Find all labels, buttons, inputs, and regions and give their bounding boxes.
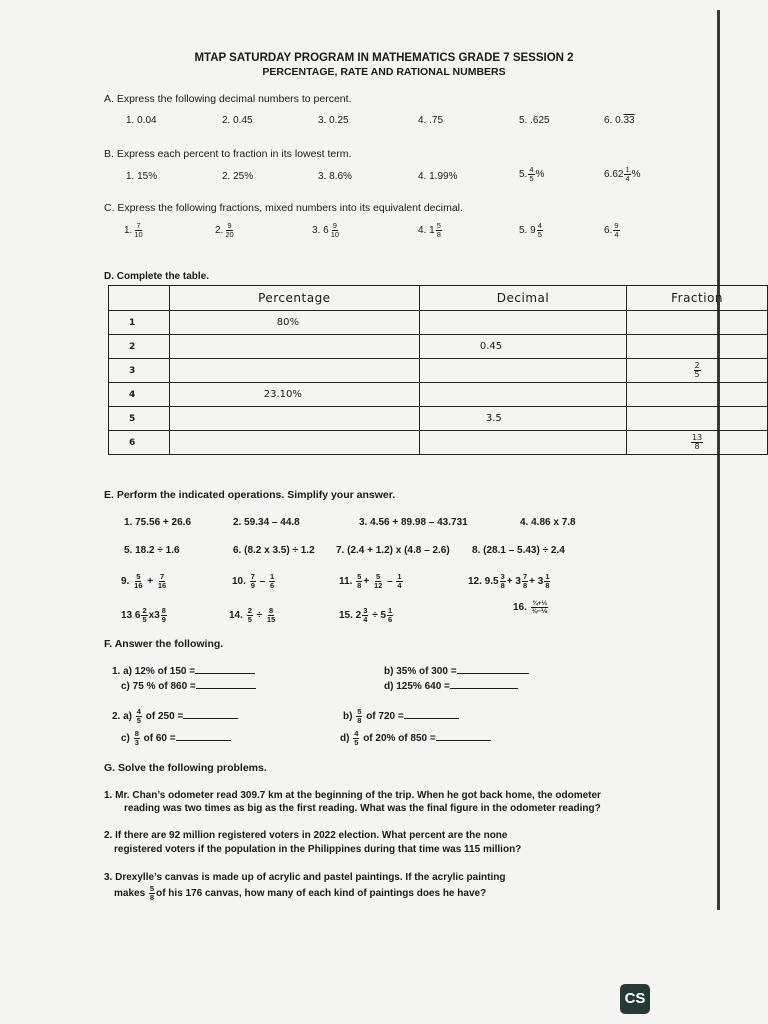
complex-fraction [531,600,549,615]
numerator: 5 [357,707,362,716]
fraction [356,573,362,590]
denominator: 5 [142,615,147,624]
denominator: 6 [388,615,393,624]
numerator: 5 [149,884,155,893]
label: 9. [121,576,130,588]
fraction-cell [627,311,768,335]
b-item-5-prefix: 5. [519,169,528,181]
operator: + [147,576,154,588]
numerator: 8 [161,606,166,615]
decimal-cell: 0.45 [419,335,626,359]
numerator: 4 [529,165,534,174]
whole: 3 [154,610,160,622]
row-number: 3 [109,359,170,383]
numerator: 7 [250,572,255,581]
numerator: 2 [694,361,700,370]
b-item-5 [519,166,544,183]
answer-blank[interactable] [404,718,459,719]
decimal-cell [419,383,626,407]
denominator: 8 [357,581,362,590]
fraction [353,730,359,747]
numerator: 7 [136,221,141,230]
section-d-heading: D. Complete the table. [104,271,210,282]
percentage-cell [169,431,419,455]
denominator: 15 [266,615,276,624]
b-item-6-prefix: 6.62 [604,169,624,181]
numerator: 1 [545,572,550,581]
table-row [109,335,768,359]
section-a-heading: A. Express the following decimal numbers to percent. [104,93,352,105]
fraction [544,573,550,590]
numerator: 5 [376,572,381,581]
decimal-cell [419,311,626,335]
fraction [136,708,142,725]
whole: 5 [493,576,499,588]
worksheet-subtitle: PERCENTAGE, RATE AND RATIONAL NUMBERS [262,66,506,78]
f-item-1c [121,681,256,692]
numerator: 5 [357,572,362,581]
denominator: 5 [529,174,534,183]
label: 12. 9. [468,576,494,588]
section-e-heading: E. Perform the indicated operations. Simplify your answer. [104,489,396,501]
c-item-prefix: 5. 9 [519,225,536,237]
fraction [500,573,506,590]
numerator: 7 [522,572,528,581]
row-number: 6 [109,431,170,455]
denominator: 8 [694,442,700,451]
worksheet-title: MTAP SATURDAY PROGRAM IN MATHEMATICS GRADE 7 SESSION 2 [194,52,574,64]
denominator: 8 [357,716,362,725]
a-item-5: 5. .625 [519,115,550,126]
fraction [149,885,155,902]
row-number: 1 [109,311,170,335]
c-item-fraction [436,222,442,239]
g-problem-3-line-1: 3. Drexylle’s canvas is made up of acrylic and pastel paintings. If the acrylic painting [104,872,506,883]
numerator: 4 [537,221,542,230]
section-g-heading: G. Solve the following problems. [104,762,267,774]
numerator: 8 [269,606,274,615]
c-item-2 [215,222,236,239]
c-item-fraction [613,222,619,239]
question: of 20% of 850 = [363,733,436,745]
f-item-2a [112,708,238,725]
denominator: 9 [161,615,166,624]
answer-blank[interactable] [183,718,238,719]
denominator: 4 [625,174,630,183]
numerator: 1 [625,165,630,174]
b-item-4: 4. 1.99% [418,171,458,182]
numerator: 1 [388,606,393,615]
cell-fraction [694,362,701,379]
e-item-12 [468,573,551,590]
e-item-13 [121,607,168,624]
denominator: 4 [614,230,619,239]
c-item-prefix: 1. [124,225,133,237]
g-problem-2-line-2: registered voters if the population in the Philippines during that time was 115 million? [114,844,522,855]
answer-blank[interactable] [450,688,518,689]
operator: + [529,576,535,588]
question: of 720 = [366,711,404,723]
decimal-cell [419,359,626,383]
label: c) [121,733,130,745]
row-number: 4 [109,383,170,407]
b-item-6-fraction [624,166,630,183]
denominator: 3 [134,738,139,747]
denominator: 20 [225,230,234,239]
question: 1. a) 12% of 150 = [112,666,196,677]
numerator: 2 [247,606,252,615]
question: of 60 = [143,733,176,745]
operator: + [506,576,513,588]
denominator: 9 [250,581,255,590]
whole: 3 [537,576,544,588]
denominator: 5 [354,738,359,747]
label: 10. [232,576,246,588]
g-problem-3-line-2 [114,885,486,902]
c-item-fraction [330,222,340,239]
fraction [157,573,167,590]
e-item-7: 7. (2.4 + 1.2) x (4.8 – 2.6) [336,545,450,556]
numerator: 9 [614,221,619,230]
header-percentage: Percentage [169,286,419,311]
denominator: 16 [134,581,143,590]
denominator: 10 [134,230,143,239]
c-item-prefix: 6. [604,225,613,237]
b-item-3: 3. 8.6% [318,171,352,182]
label: 2. a) [112,711,133,723]
c-item-prefix: 3. 6 [312,225,329,237]
c-item-prefix: 4. 1 [418,225,435,237]
b-item-5-suffix: % [535,169,545,181]
g-problem-1-line-1: 1. Mr. Chan’s odometer read 309.7 km at the beginning of the trip. When he got back home, the odometer [104,790,601,801]
denominator: 5 [537,230,542,239]
f-item-1b [384,666,529,677]
operator: – [259,576,266,588]
denominator: 6 [269,581,275,590]
numerator: 4 [354,729,359,738]
fraction [266,607,276,624]
operator: ÷ [256,610,263,622]
b-item-5-fraction [528,166,534,183]
header-fraction: Fraction [627,286,768,311]
answer-blank[interactable] [457,673,529,674]
fraction-cell [627,431,768,455]
c-item-1 [124,222,145,239]
a-item-4: 4. .75 [418,115,444,126]
denominator: 10 [330,230,340,239]
numerator: ¾+⅓ [532,600,547,607]
question: of 250 = [145,711,184,723]
answer-blank[interactable] [436,740,491,741]
e-item-14 [229,607,277,624]
a-item-2: 2. 0.45 [222,115,253,126]
row-number: 5 [109,407,170,431]
fraction [269,573,275,590]
operator: + [363,576,370,588]
fraction-cell [627,407,768,431]
c-item-fraction [224,222,234,239]
fraction [250,573,256,590]
fraction [356,708,362,725]
denominator: 4 [363,615,368,624]
camscanner-logo: CS [620,984,650,1014]
table-header-row [109,286,768,311]
table-row [109,407,768,431]
e-item-3: 3. 4.56 + 89.98 – 43.731 [359,517,468,528]
question: d) 125% 640 = [384,681,450,692]
denominator: 8 [522,581,528,590]
table-row [109,359,768,383]
c-item-6 [604,222,621,239]
numerator: 8 [134,729,139,738]
label: d) [340,733,350,745]
header-no-cell [109,286,170,311]
c-item-fraction [133,222,143,239]
numerator: 3 [363,606,368,615]
decimal-cell: 3.5 [419,407,626,431]
fraction [161,607,167,624]
table-row [109,431,768,455]
b-item-6 [604,166,641,183]
answer-blank[interactable] [195,673,255,674]
fraction [133,573,143,590]
fraction [362,607,368,624]
numerator: 2 [142,606,147,615]
table-row [109,383,768,407]
question: c) 75 % of 860 = [121,681,196,692]
row-number: 2 [109,335,170,359]
denominator: 4 [397,581,402,590]
percentage-cell [169,359,419,383]
percentage-cell: 23.10% [169,383,419,407]
e-item-2: 2. 59.34 – 44.8 [233,517,300,528]
denominator: 5 [136,716,141,725]
whole: 3 [515,576,521,588]
numerator: 4 [136,707,141,716]
section-b-heading: B. Express each percent to fraction in its lowest term. [104,148,352,160]
label: 11. [339,576,353,588]
section-c-heading: C. Express the following fractions, mixed numbers into its equivalent decimal. [104,202,463,214]
label: 13 6 [121,610,141,622]
label: 16. [513,602,527,614]
a-item-6-prefix: 6. 0. [604,115,624,126]
e-item-6: 6. (8.2 x 3.5) ÷ 1.2 [233,545,315,556]
numerator: 9 [332,221,337,230]
denominator: 8 [436,230,441,239]
label: 14. [229,610,243,622]
denominator: 5 [247,615,252,624]
section-f-heading: F. Answer the following. [104,638,224,650]
fraction [522,573,528,590]
c-item-3 [312,222,341,239]
answer-blank[interactable] [196,688,256,689]
denominator: 12 [373,581,383,590]
fraction [134,730,140,747]
f-item-2c [121,730,231,747]
g-problem-1-line-2: reading was two times as big as the first reading. What was the final figure in the odometer reading? [124,803,601,814]
fraction-cell [627,335,768,359]
label: b) [343,711,353,723]
text: makes [114,888,146,900]
e-item-10 [232,573,276,590]
header-decimal: Decimal [419,286,626,311]
e-item-9 [121,573,168,590]
f-item-2d [340,730,491,747]
g-problem-2-line-1: 2. If there are 92 million registered voters in 2022 election. What percent are the none [104,830,508,841]
numerator: 3 [500,572,505,581]
a-item-6 [604,115,635,126]
b-item-1: 1. 15% [126,171,158,182]
denominator: 8 [545,581,550,590]
f-item-2b [343,708,459,725]
c-item-prefix: 2. [215,225,224,237]
denominator: 8 [149,893,155,902]
cell-fraction [691,434,703,451]
table-row [109,311,768,335]
denominator: ⅜−⅙ [531,608,548,615]
e-item-4: 4. 4.86 x 7.8 [520,517,576,528]
page-edge-shadow [717,10,720,910]
fraction-cell [627,359,768,383]
fraction [247,607,253,624]
fraction [396,573,402,590]
operator: ÷ [372,610,378,622]
denominator: 16 [157,581,167,590]
answer-blank[interactable] [176,740,231,741]
b-item-6-suffix: % [631,169,641,181]
f-item-1d [384,681,518,692]
numerator: 1 [269,572,275,581]
c-item-5 [519,222,544,239]
e-item-5: 5. 18.2 ÷ 1.6 [124,545,180,556]
a-item-6-repeating: 33 [623,115,635,126]
question: b) 35% of 300 = [384,666,457,677]
b-item-2: 2. 25% [222,171,254,182]
operator: x [148,610,155,622]
fraction [387,607,393,624]
e-item-11 [339,573,404,590]
operator: – [387,576,393,588]
fraction [373,573,383,590]
conversion-table [108,285,768,455]
numerator: 9 [227,221,232,230]
e-item-15 [339,607,394,624]
fraction [141,607,147,624]
percentage-cell [169,335,419,359]
denominator: 5 [694,370,700,379]
decimal-cell [419,431,626,455]
f-item-1a [112,666,255,677]
text: of his 176 canvas, how many of each kind of paintings does he have? [156,888,487,900]
numerator: 5 [436,221,441,230]
e-item-1: 1. 75.56 + 26.6 [124,517,192,528]
fraction-cell [627,383,768,407]
label: 15. 2 [339,610,362,622]
numerator: 7 [159,572,165,581]
a-item-1: 1. 0.04 [126,115,157,126]
e-item-16 [513,600,550,615]
numerator: 13 [691,433,703,442]
e-item-8: 8. (28.1 – 5.43) ÷ 2.4 [472,545,565,556]
percentage-cell [169,407,419,431]
numerator: 1 [397,572,402,581]
numerator: 5 [136,572,141,581]
c-item-fraction [537,222,543,239]
percentage-cell: 80% [169,311,419,335]
whole: 5 [380,610,387,622]
a-item-3: 3. 0.25 [318,115,349,126]
denominator: 8 [500,581,505,590]
c-item-4 [418,222,443,239]
